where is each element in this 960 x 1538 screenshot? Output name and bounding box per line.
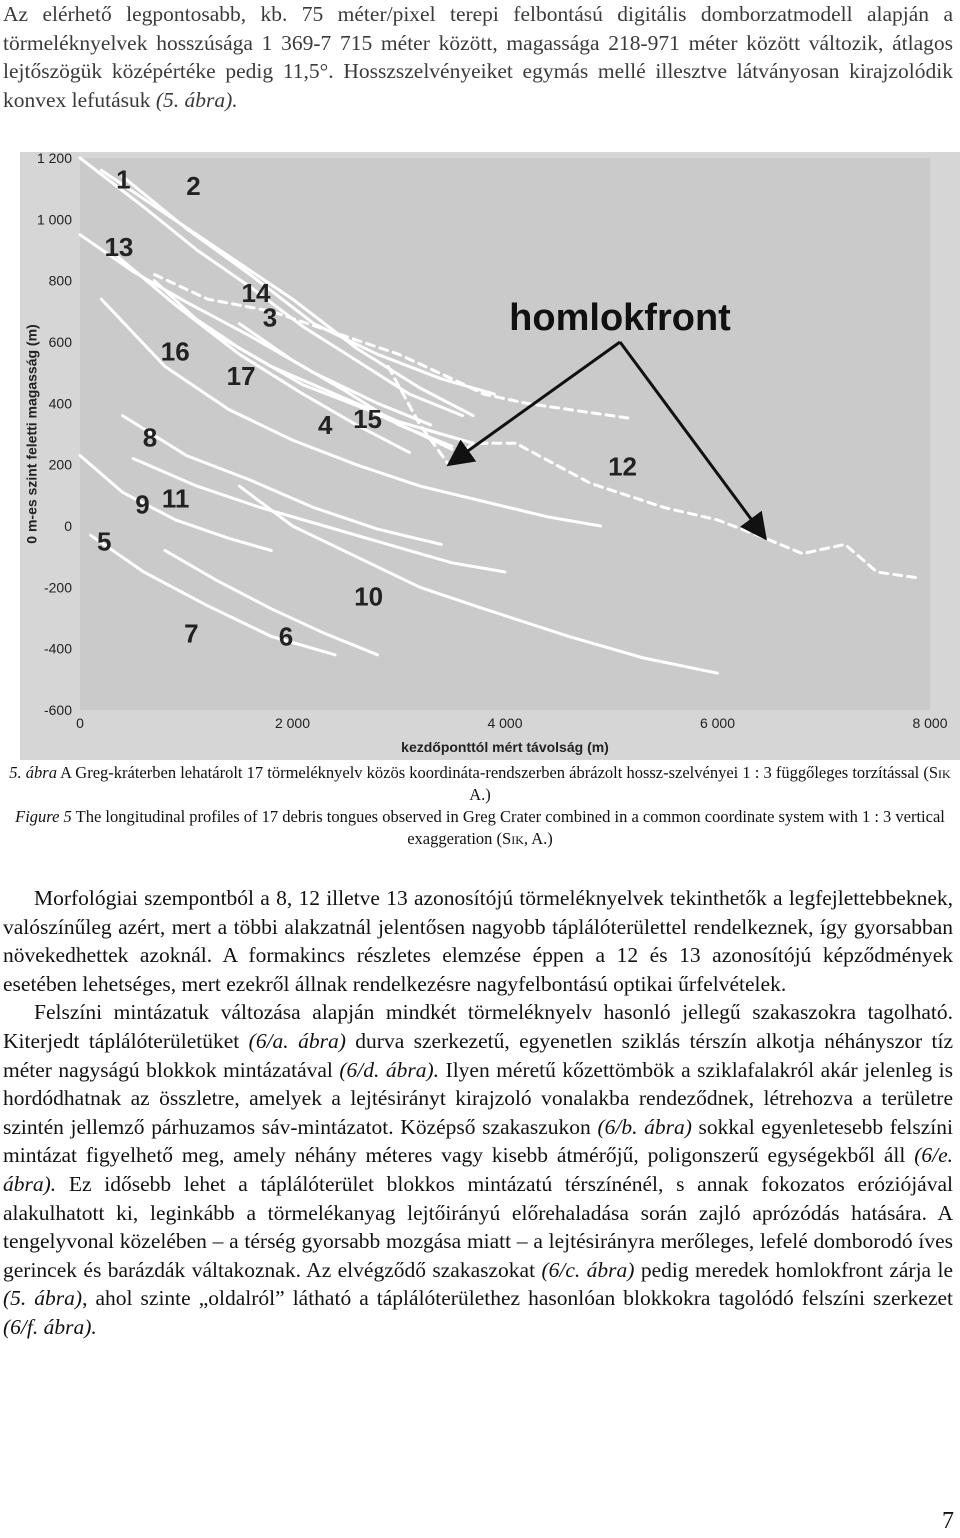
p2-text-g: , ahol szinte „oldalról” látható a táplálóterülethez hasonlóan blokkokra tagolódó felszíni szerkezet bbox=[82, 1286, 954, 1311]
y-tick-label: 400 bbox=[48, 395, 72, 412]
caption-hu-label: 5. ábra bbox=[9, 763, 57, 782]
x-tick-label: 8 000 bbox=[912, 715, 948, 731]
series-label-6: 6 bbox=[278, 621, 294, 652]
y-tick-label: 1 000 bbox=[36, 211, 72, 228]
p2-text-c: Ilyen méretű kőzettömbök a sziklafalakról akár jelenleg is hordódhatnak az összletre, amelyek a lejtésirányt kirajzoló vonalakba rendeződnek, létrehozva a területre szintén jellemző párhuzamos sáv-mintázatot. Középső szakaszukon bbox=[3, 1057, 953, 1139]
x-tick-label: 6 000 bbox=[699, 715, 736, 731]
series-label-14: 14 bbox=[241, 278, 271, 309]
y-tick-label: 800 bbox=[48, 272, 72, 289]
x-axis-label: kezdőponttól mért távolság (m) bbox=[401, 739, 609, 755]
caption-en-author-tail: , A.) bbox=[523, 829, 553, 848]
caption-en-author: Sik bbox=[502, 829, 524, 848]
x-tick-label: 4 000 bbox=[487, 715, 523, 731]
annotation-homlokfront: homlokfront bbox=[509, 297, 731, 339]
y-tick-label: 1 200 bbox=[36, 152, 72, 166]
caption-en-label: Figure 5 bbox=[15, 807, 72, 826]
series-label-13: 13 bbox=[104, 232, 134, 263]
body-paragraph-2 bbox=[3, 998, 953, 1341]
intro-text: Az elérhető legpontosabb, kb. 75 méter/pixel terepi felbontású digitális domborzatmodell alapján a törmeléknyelvek hosszúsága 1 369-7 715 méter között, magassága 218-971 méter között változik, átlagos lejtőszögük középértéke pedig 11,5°. Hosszszelvényeiket egymás mellé illesztve látványosan kirajzolódik konvex lefutásuk bbox=[3, 2, 953, 112]
p2-text-d: sokkal egyenletesebb felszíni mintázat figyelhető meg, amely néhány méteres vagy kisebb átmérőjű, poligonszerű egységekből áll bbox=[3, 1114, 953, 1168]
body-text bbox=[3, 884, 953, 1342]
y-tick-label: 600 bbox=[48, 334, 72, 350]
caption-english bbox=[0, 806, 960, 850]
series-label-12: 12 bbox=[608, 451, 637, 482]
series-label-5: 5 bbox=[97, 526, 112, 557]
figure-caption bbox=[0, 762, 960, 850]
p2-ref-6: (5. ábra) bbox=[3, 1286, 83, 1311]
series-label-1: 1 bbox=[116, 164, 131, 195]
body-paragraph-1: Morfológiai szempontból a 8, 12 illetve 13 azonosítójú törmeléknyelvek tekinthetők a legfejlettebbeknek, valószínűleg azért, mert a többi alakzatnál jelentősen nagyobb táplálóterülettel rendelkeznek, így gyorsabban növekedhettek azoknál. A formakincs részletes elemzése éppen a 12 és 13 azonosítójú képződmények esetében lehetséges, mert ezekről állnak rendelkezésre nagyfelbontású optikai űrfelvételek. bbox=[3, 886, 953, 996]
series-label-15: 15 bbox=[353, 403, 382, 434]
series-label-4: 4 bbox=[318, 410, 333, 440]
x-tick-label: 0 bbox=[76, 715, 84, 731]
series-label-16: 16 bbox=[160, 336, 190, 367]
intro-paragraph bbox=[3, 0, 953, 114]
series-label-7: 7 bbox=[184, 618, 199, 649]
series-label-17: 17 bbox=[226, 360, 256, 391]
p2-ref-5: (6/c. ábra) bbox=[541, 1257, 635, 1282]
page-number: 7 bbox=[942, 1508, 954, 1534]
p2-ref-1: (6/a. ábra) bbox=[248, 1028, 346, 1053]
caption-hu-text: A Greg-kráterben lehatárolt 17 törmeléknyelv közös koordináta-rendszerben ábrázolt hossz-szelvényei 1 : 3 függőleges torzítással ( bbox=[60, 763, 929, 782]
p2-text-a: Felszíni mintázatuk változása alapján mindkét törmeléknyelv hasonló jellegű szakaszokra tagolható. Kiterjedt táplálóterületüket bbox=[3, 1000, 953, 1053]
series-label-9: 9 bbox=[135, 489, 150, 520]
intro-figure-ref: (5. ábra). bbox=[155, 87, 238, 112]
y-tick-label: -400 bbox=[43, 640, 72, 657]
series-label-8: 8 bbox=[142, 422, 158, 453]
p2-ref-3: (6/b. ábra) bbox=[597, 1114, 692, 1139]
caption-hu-author-tail: A.) bbox=[469, 785, 491, 804]
profile-chart-svg bbox=[20, 152, 960, 760]
caption-en-text: The longitudinal profiles of 17 debris tongues observed in Greg Crater combined in a common coordinate system with 1 : 3 vertical exaggeration ( bbox=[75, 807, 945, 848]
p2-ref-7: (6/f. ábra). bbox=[3, 1314, 97, 1339]
x-tick-label: 2 000 bbox=[274, 715, 311, 731]
p2-text-b: durva szerkezetű, egyenetlen sziklás térszín alkotja néhányszor tíz méter nagyságú blokkok mintázatával bbox=[3, 1028, 953, 1082]
p2-ref-2: (6/d. ábra). bbox=[339, 1057, 440, 1082]
y-tick-label: 0 bbox=[64, 518, 72, 534]
caption-hungarian bbox=[0, 762, 960, 806]
series-label-10: 10 bbox=[354, 581, 384, 612]
profile-chart bbox=[20, 152, 960, 760]
series-label-2: 2 bbox=[186, 170, 201, 201]
caption-hu-author: Sik bbox=[928, 763, 951, 782]
p2-text-f: pedig meredek homlokfront zárja le bbox=[634, 1257, 954, 1282]
y-tick-label: -200 bbox=[43, 579, 72, 596]
y-tick-label: -600 bbox=[43, 702, 72, 718]
series-label-3: 3 bbox=[262, 302, 278, 333]
y-tick-label: 200 bbox=[48, 456, 72, 473]
series-label-11: 11 bbox=[161, 483, 190, 514]
p2-ref-4: (6/e. ábra). bbox=[3, 1143, 953, 1196]
y-axis-label: 0 m-es szint feletti magasság (m) bbox=[23, 324, 40, 544]
p2-text-e: Ez idősebb lehet a táplálóterület blokkos mintázatú térszínénél, s annak fokozatos eróziójával alakulhatott ki, leginkább a törmelékanyag lejtőirányú előrehaladása során zajló aprózódás hatására. A tengelyvonal közelében – a térség gyorsabb mozgása miatt – a lejtésirányra merőleges, lefelé domborodó íves gerincek és barázdák váltakoznak. Az elvégződő szakaszokat bbox=[3, 1171, 953, 1282]
